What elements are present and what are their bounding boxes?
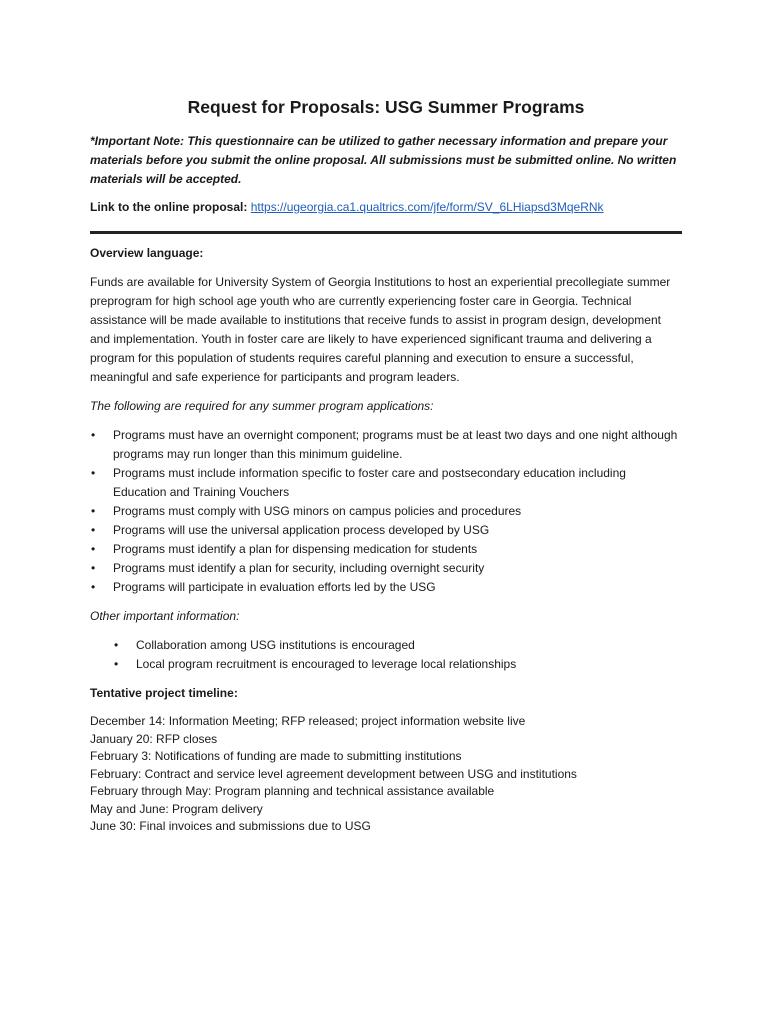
bullet-icon: •	[114, 638, 119, 652]
list-item: • Programs will use the universal application process developed by USG	[90, 521, 682, 540]
timeline-item: February 3: Notifications of funding are made to submitting institutions	[90, 749, 462, 763]
requirements-intro: The following are required for any summer program applications:	[90, 399, 434, 413]
list-item: • Programs must have an overnight component; programs must be at least two days and one night although programs may run longer than this minimum guideline.	[91, 428, 678, 461]
other-info-intro: Other important information:	[90, 609, 240, 623]
list-item: • Local program recruitment is encouraged to leverage local relationships	[90, 655, 682, 674]
overview-heading: Overview language:	[90, 246, 204, 260]
other-info-list	[90, 636, 682, 674]
proposal-link-line	[90, 198, 682, 217]
bullet-icon: •	[91, 561, 96, 575]
timeline-item: June 30: Final invoices and submissions due to USG	[90, 819, 371, 833]
timeline-item: January 20: RFP closes	[90, 731, 218, 746]
overview-body: Funds are available for University System of Georgia Institutions to host an experiential precollegiate summer preprogram for high school age youth who are currently experiencing foster care in Georgia. Technical assistance will be made available to institutions that receive funds to assist in program design, development and implementation. Youth in foster care are likely to have experienced significant trauma and delivering a program for this population of students requires careful planning and execution to ensure a successful, meaningful and safe experience for participants and program leaders.	[90, 275, 671, 384]
bullet-icon: •	[91, 466, 96, 480]
list-item: • Programs must identify a plan for security, including overnight security	[90, 559, 682, 578]
proposal-link-label: Link to the online proposal:	[90, 200, 248, 214]
proposal-link[interactable]: https://ugeorgia.ca1.qualtrics.com/jfe/form/SV_6LHiapsd3MqeRNk	[250, 200, 604, 214]
important-note: *Important Note: This questionnaire can be utilized to gather necessary information and prepare your materials before you submit the online proposal. All submissions must be submitted online. No written materials will be accepted.	[90, 134, 677, 186]
timeline-heading: Tentative project timeline:	[90, 686, 238, 700]
list-item: • Programs will participate in evaluation efforts led by the USG	[90, 578, 682, 597]
bullet-icon: •	[91, 504, 96, 518]
list-item: • Collaboration among USG institutions is encouraged	[90, 636, 682, 655]
list-item: • Programs must include information specific to foster care and postsecondary education including Education and Training Vouchers	[91, 466, 626, 499]
timeline-item: February through May: Program planning and technical assistance available	[90, 784, 495, 798]
bullet-icon: •	[91, 580, 96, 594]
timeline-item: December 14: Information Meeting; RFP released; project information website live	[90, 714, 526, 728]
list-item: • Programs must comply with USG minors on campus policies and procedures	[90, 502, 682, 521]
timeline-list	[90, 713, 682, 836]
bullet-icon: •	[114, 657, 119, 671]
bullet-icon: •	[91, 428, 96, 442]
list-item: • Programs must identify a plan for dispensing medication for students	[90, 540, 682, 559]
timeline-item: May and June: Program delivery	[90, 801, 263, 816]
requirements-list	[90, 426, 682, 597]
page-title: Request for Proposals: USG Summer Programs	[187, 97, 585, 117]
bullet-icon: •	[91, 542, 96, 556]
section-divider	[90, 231, 682, 234]
timeline-item: February: Contract and service level agreement development between USG and institutions	[90, 766, 577, 781]
bullet-icon: •	[91, 523, 96, 537]
